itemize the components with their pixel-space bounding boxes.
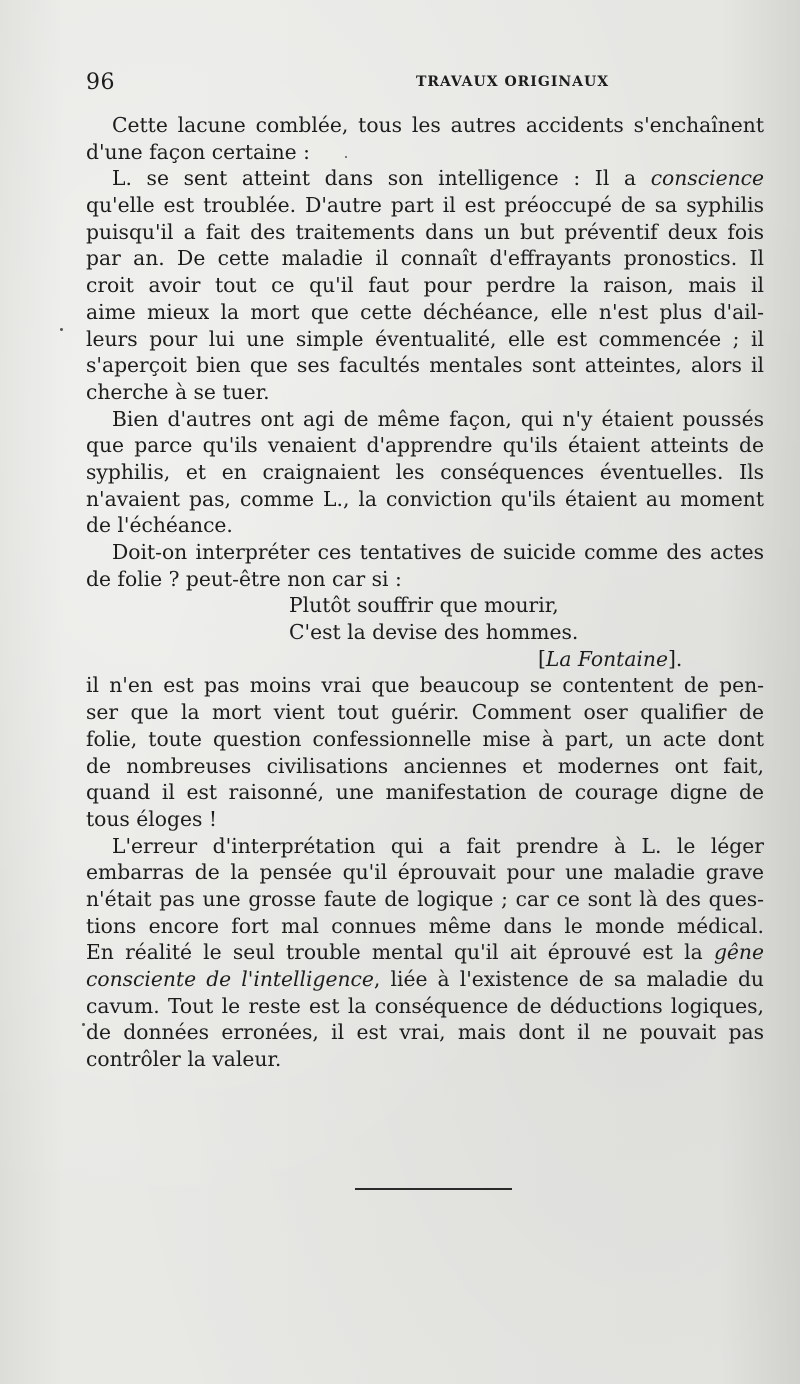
text-line: cavum. Tout le reste est la conséquence de déductions logiques, xyxy=(86,993,764,1018)
text-line: tions encore fort mal connues même dans le monde médical. xyxy=(86,913,764,938)
text-line: syphilis, et en craignaient les conséquences éventuelles. Ils xyxy=(86,459,764,484)
text-line: Doit-on interpréter ces tentatives de suicide comme des actes xyxy=(112,540,764,564)
verse-attribution: [La Fontaine]. xyxy=(538,646,683,671)
text-line: il n'en est pas moins vrai que beaucoup se contentent de pen- xyxy=(86,673,764,698)
text-line: qu'elle est troublée. D'autre part il est préoccupé de sa syphilis xyxy=(86,193,764,218)
text-line: de folie ? peut-être non car si : xyxy=(86,566,402,591)
text-line: de nombreuses civilisations anciennes et modernes ont fait, xyxy=(86,753,764,778)
text-line: folie, toute question confessionnelle mise à part, un acte dont xyxy=(86,726,764,751)
emphasis-gene: gêne xyxy=(713,940,764,965)
text-line: puisqu'il a fait des traitements dans un but préventif deux fois xyxy=(86,219,764,244)
text-line: aime mieux la mort que cette déchéance, elle n'est plus d'ail- xyxy=(86,299,764,324)
text-line xyxy=(86,165,764,192)
text-line: par an. De cette maladie il connaît d'effrayants pronostics. Il xyxy=(86,246,764,271)
attribution-author: La Fontaine xyxy=(545,646,668,671)
verse-line: C'est la devise des hommes. xyxy=(289,620,579,645)
page-header xyxy=(86,70,756,100)
text-line: de données erronées, il est vrai, mais dont il ne pouvait pas xyxy=(86,1020,764,1045)
running-title: TRAVAUX ORIGINAUX xyxy=(416,74,610,90)
body-text xyxy=(86,112,764,1073)
text-line: tous éloges ! xyxy=(86,806,217,831)
text-line: s'aperçoit bien que ses facultés mentales sont atteintes, alors il xyxy=(86,353,764,378)
text-line xyxy=(86,966,764,993)
text-line: que parce qu'ils venaient d'apprendre qu'ils étaient atteints de xyxy=(86,433,764,458)
text-line: leurs pour lui une simple éventualité, elle est commencée ; il xyxy=(86,326,764,351)
end-rule xyxy=(355,1188,512,1190)
text-span: En réalité le seul trouble mental qu'il ait éprouvé est la xyxy=(86,940,714,965)
page-number: 96 xyxy=(86,70,115,95)
text-line: L'erreur d'interprétation qui a fait prendre à L. le léger xyxy=(112,833,764,858)
text-span: , liée à l'existence de sa maladie du xyxy=(373,967,764,991)
text-line: Bien d'autres ont agi de même façon, qui n'y étaient poussés xyxy=(112,406,764,431)
text-line: de l'échéance. xyxy=(86,513,233,538)
scan-speck xyxy=(345,156,347,158)
text-line: Cette lacune comblée, tous les autres accidents s'enchaînent xyxy=(112,113,764,137)
text-line: ser que la mort vient tout guérir. Comment oser qualifier de xyxy=(86,700,764,725)
text-line: n'était pas une grosse faute de logique ; car ce sont là des ques- xyxy=(86,886,764,911)
text-line xyxy=(86,939,764,966)
emphasis-consciente: consciente de l'intelligence xyxy=(86,967,374,991)
text-span: L. se sent atteint dans son intelligence : Il a xyxy=(112,166,651,191)
emphasis-conscience: conscience xyxy=(650,166,764,191)
text-line: cherche à se tuer. xyxy=(86,379,270,404)
scan-speck xyxy=(82,1023,85,1026)
text-line: quand il est raisonné, une manifestation de courage digne de xyxy=(86,780,764,805)
text-line: n'avaient pas, comme L., la conviction qu'ils étaient au moment xyxy=(86,486,764,511)
text-line: d'une façon certaine : xyxy=(86,139,310,164)
verse-line: Plutôt souffrir que mourir, xyxy=(289,593,559,618)
text-line: croit avoir tout ce qu'il faut pour perdre la raison, mais il xyxy=(86,273,764,298)
text-line: embarras de la pensée qu'il éprouvait pour une maladie grave xyxy=(86,860,764,885)
text-line: contrôler la valeur. xyxy=(86,1047,282,1072)
scan-speck xyxy=(60,328,63,331)
